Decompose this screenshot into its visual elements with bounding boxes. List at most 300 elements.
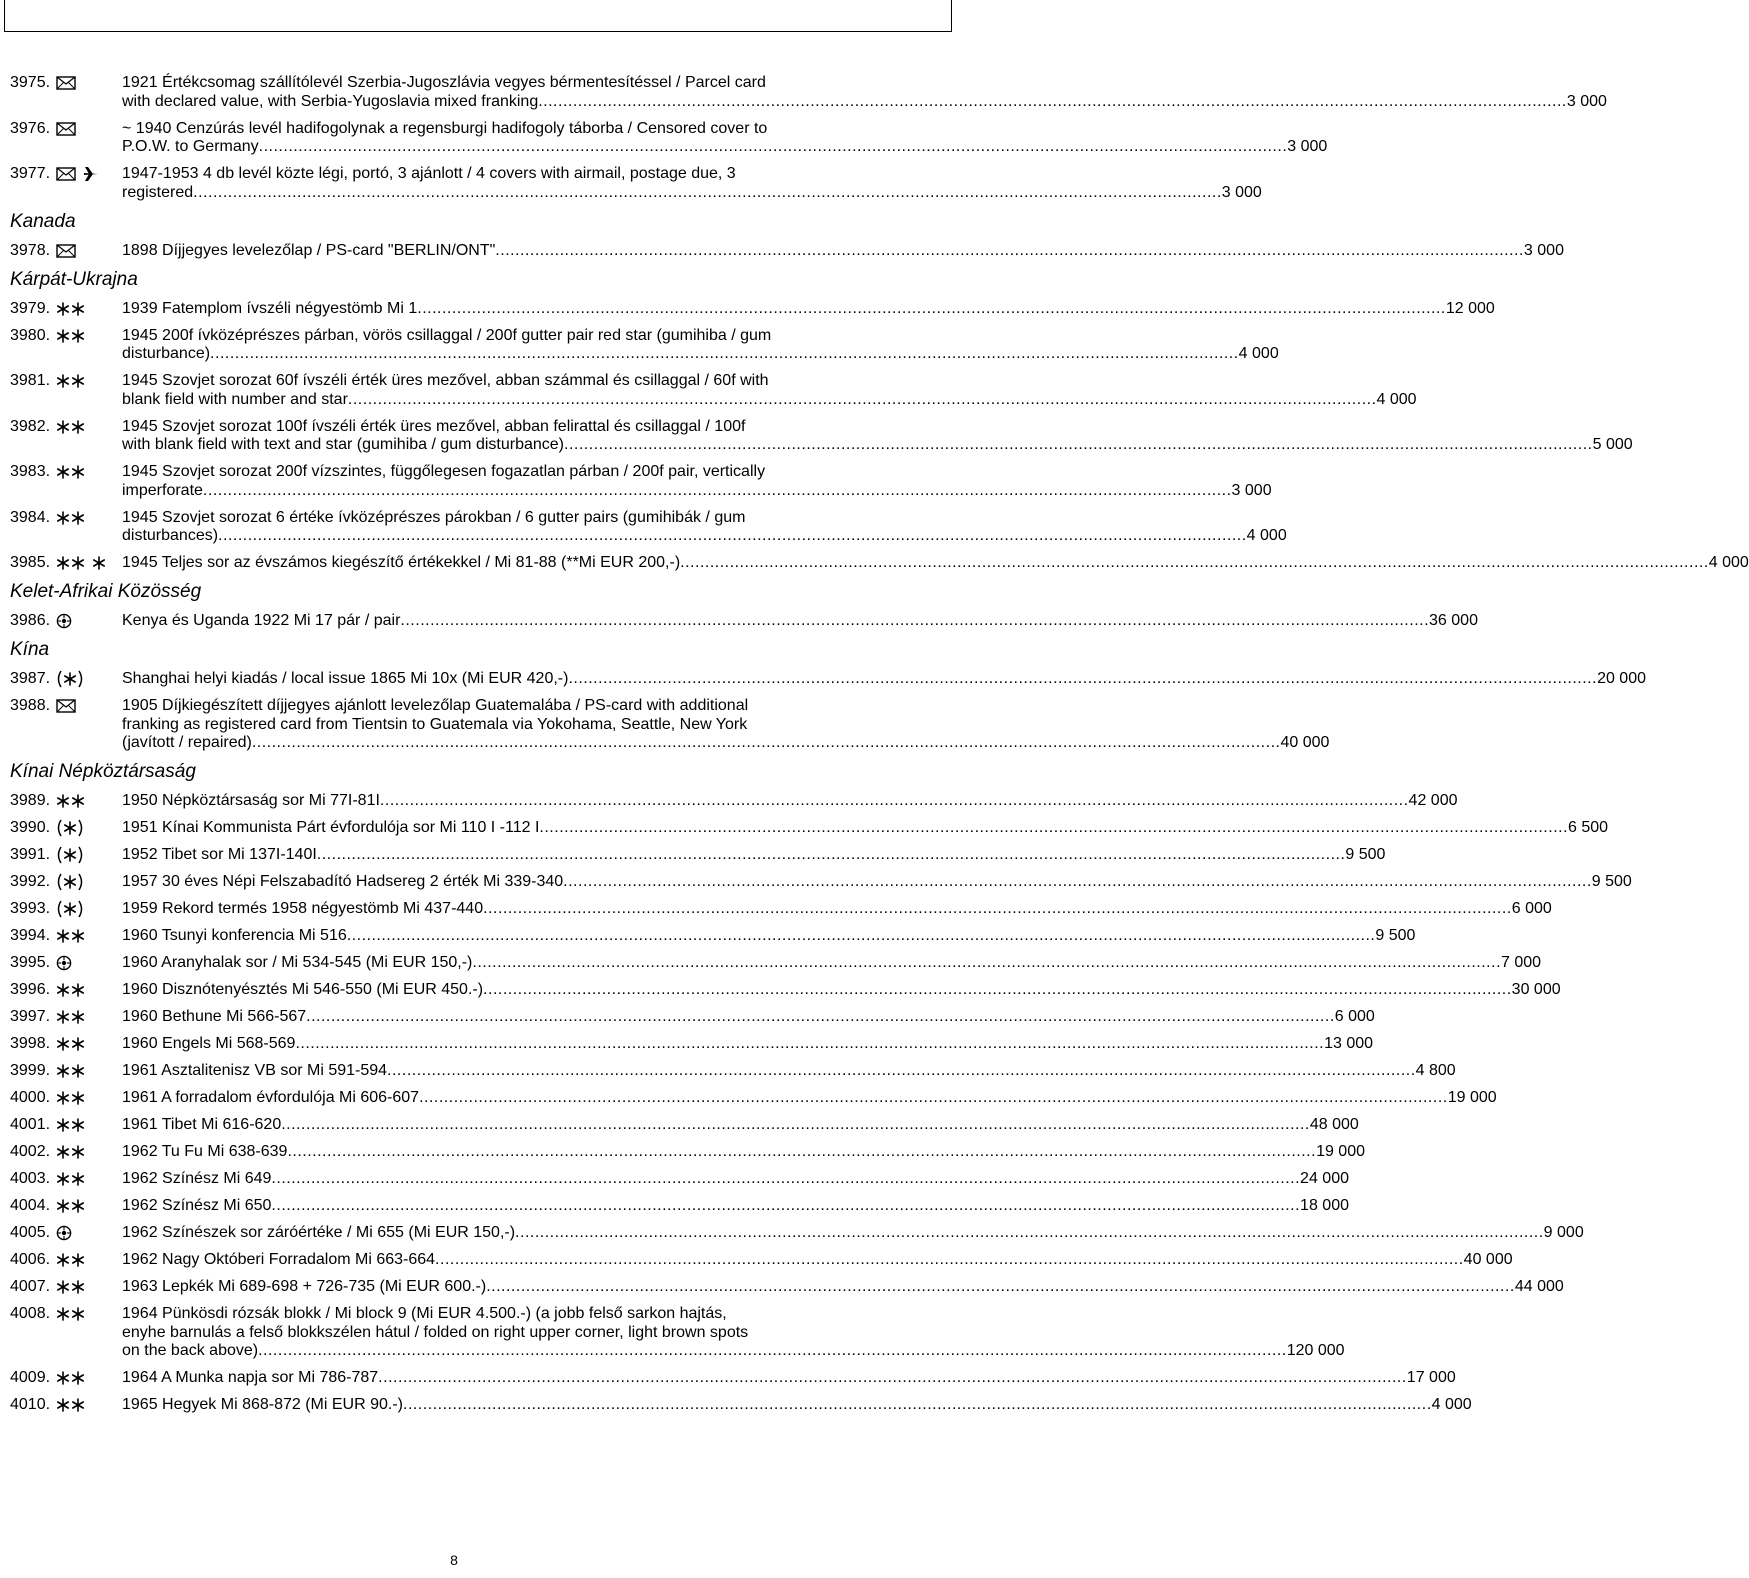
lot-number: 3988.	[10, 697, 51, 714]
lot-description	[122, 1035, 1373, 1054]
lot-number: 3977.	[10, 165, 51, 182]
lot-description	[122, 509, 1287, 546]
lot-condition-icons	[56, 120, 122, 138]
description-last-line	[122, 819, 1608, 838]
lot-condition-icons	[56, 1396, 122, 1414]
description-line: 1965 Hegyek Mi 868-872 (Mi EUR 90.-)	[122, 1396, 404, 1413]
description-line: 1951 Kínai Kommunista Párt évfordulója sor Mi 110 I -112 I	[122, 819, 540, 836]
lot-description	[122, 242, 1564, 261]
lot-description	[122, 372, 1417, 409]
description-last-line	[122, 184, 1262, 203]
lot-description	[122, 1251, 1513, 1270]
lot-row	[10, 372, 1417, 409]
description-last-line	[122, 1116, 1359, 1135]
lot-number: 3996.	[10, 981, 51, 998]
lot-description	[122, 900, 1552, 919]
lot-number: 4005.	[10, 1224, 51, 1241]
mint-hinged-icon	[92, 556, 106, 570]
lot-description	[122, 873, 1632, 892]
description-line: 1964 Pünkösdi rózsák blokk / Mi block 9 (Mi EUR 4.500.-) (a jobb felső sarkon hajtás,	[122, 1305, 727, 1322]
leader-dots	[495, 242, 1524, 261]
lot-description	[122, 1089, 1497, 1108]
description-last-line	[122, 436, 1633, 455]
leader-dots	[295, 1035, 1324, 1054]
lot-condition-icons	[56, 900, 122, 918]
lot-condition-icons	[56, 242, 122, 260]
header-frame	[4, 0, 952, 32]
mint-never-hinged-icon	[56, 1307, 86, 1321]
description-line: 1961 Asztalitenisz VB sor Mi 591-594	[122, 1062, 388, 1079]
description-line: 1950 Népköztársaság sor Mi 77I-81I	[122, 792, 380, 809]
description-last-line	[122, 981, 1561, 1000]
used-stamp-icon	[56, 1225, 72, 1241]
lot-description	[122, 981, 1561, 1000]
lot-price: 3 000	[1221, 183, 1262, 201]
mint-never-hinged-icon	[56, 1371, 86, 1385]
description-line: with declared value, with Serbia-Yugoslavia mixed franking	[122, 92, 539, 110]
lot-row	[10, 819, 1609, 838]
description-line: Kenya és Uganda 1922 Mi 17 pár / pair	[122, 612, 401, 629]
description-last-line	[122, 527, 1287, 546]
mint-never-hinged-icon	[56, 302, 86, 316]
lot-price: 3 000	[1523, 241, 1564, 259]
lot-description	[122, 165, 1262, 202]
description-last-line	[122, 846, 1385, 865]
lot-price: 48 000	[1309, 1116, 1359, 1133]
lot-description	[122, 463, 1272, 500]
used-stamp-icon	[56, 613, 72, 629]
description-last-line	[122, 954, 1541, 973]
lot-row	[10, 74, 1607, 111]
lot-description	[122, 1396, 1472, 1415]
lot-price: 9 000	[1543, 1224, 1584, 1241]
description-line: 1960 Engels Mi 568-569	[122, 1035, 296, 1052]
lot-number: 3978.	[10, 241, 51, 259]
lot-row	[10, 1197, 1349, 1216]
description-line: disturbances)	[122, 527, 219, 544]
lot-price: 5 000	[1592, 436, 1633, 453]
lot-description	[122, 1062, 1456, 1081]
lot-description	[122, 697, 1329, 753]
leader-dots	[203, 482, 1232, 501]
description-last-line	[122, 1197, 1349, 1216]
description-line: 1962 Színészek sor záróértéke / Mi 655 (Mi EUR 150,-)	[122, 1224, 516, 1241]
lot-price: 9 500	[1375, 927, 1416, 944]
lot-row	[10, 1278, 1564, 1297]
catalogue-content	[10, 74, 1749, 1423]
description-line: 1962 Színész Mi 650	[122, 1197, 272, 1214]
lot-price: 40 000	[1463, 1251, 1513, 1268]
description-line: 1945 Szovjet sorozat 60f ívszéli érték üres mezővel, abban számmal és csillaggal / 60f with	[122, 372, 769, 389]
mint-never-hinged-icon	[56, 1172, 86, 1186]
section-title: Kelet-Afrikai Közösség	[10, 581, 202, 602]
description-last-line	[122, 927, 1415, 946]
lot-condition-icons	[56, 418, 122, 436]
lot-number: 3975.	[10, 74, 51, 91]
leader-dots	[210, 345, 1239, 364]
leader-dots	[287, 1143, 1316, 1162]
lot-row	[10, 1035, 1374, 1054]
description-line: 1939 Fatemplom ívszéli négyestömb Mi 1	[122, 299, 418, 317]
section-title: Kínai Népköztársaság	[10, 761, 196, 782]
description-line: 1960 Tsunyi konferencia Mi 516	[122, 927, 347, 944]
lot-row	[10, 900, 1552, 919]
lot-row	[10, 846, 1386, 865]
lot-description	[122, 819, 1608, 838]
description-line: franking as registered card from Tientsin to Guatemala via Yokohama, Seattle, New York	[122, 715, 748, 733]
lot-description	[122, 554, 1749, 573]
description-line: 1905 Díjkiegészített díjjegyes ajánlott levelezőlap Guatemalába / PS-card with additional	[122, 697, 749, 714]
lot-description	[122, 1224, 1584, 1243]
description-last-line	[122, 482, 1272, 501]
lot-description	[122, 418, 1633, 455]
lot-price: 6 000	[1334, 1008, 1375, 1025]
leader-dots	[539, 819, 1568, 838]
airmail-icon	[82, 166, 100, 182]
description-line: disturbance)	[122, 345, 211, 362]
lot-condition-icons	[56, 1062, 122, 1080]
mint-never-hinged-icon	[56, 511, 86, 525]
description-line: imperforate	[122, 481, 203, 499]
lot-row	[10, 1008, 1375, 1027]
lot-number: 4002.	[10, 1143, 51, 1160]
lot-condition-icons	[56, 1143, 122, 1161]
description-line: 1957 30 éves Népi Felszabadító Hadsereg 2 érték Mi 339-340	[122, 873, 564, 890]
description-last-line	[122, 138, 1327, 157]
no-gum-icon	[56, 900, 84, 918]
lot-number: 4008.	[10, 1305, 51, 1322]
description-line: 1959 Rekord termés 1958 négyestömb Mi 437-440	[122, 900, 484, 917]
lot-condition-icons	[56, 670, 122, 688]
description-last-line	[122, 900, 1552, 919]
lot-number: 3989.	[10, 792, 51, 809]
lot-row	[10, 299, 1495, 319]
lot-price: 4 000	[1238, 345, 1279, 362]
lot-number: 3995.	[10, 954, 51, 971]
description-line: 1960 Disznótenyésztés Mi 546-550 (Mi EUR 450.-)	[122, 981, 484, 998]
leader-dots	[252, 734, 1281, 753]
leader-dots	[387, 1062, 1416, 1081]
lot-row	[10, 508, 1287, 546]
lot-condition-icons	[56, 1251, 122, 1269]
lot-condition-icons	[56, 1116, 122, 1134]
cover-icon	[56, 699, 76, 713]
lot-price: 20 000	[1597, 670, 1646, 687]
lot-row	[10, 1170, 1349, 1189]
description-last-line	[122, 1396, 1472, 1415]
description-line: P.O.W. to Germany	[122, 138, 259, 155]
description-last-line	[122, 345, 1279, 364]
lot-description	[122, 327, 1279, 364]
description-line: 1964 A Munka napja sor Mi 786-787	[122, 1369, 379, 1386]
description-line: 1962 Tu Fu Mi 638-639	[122, 1143, 288, 1160]
lot-condition-icons	[56, 74, 122, 92]
lot-price: 4 000	[1246, 527, 1287, 544]
lot-price: 3 000	[1231, 481, 1272, 499]
description-last-line	[122, 300, 1495, 319]
lot-row	[10, 554, 1749, 573]
leader-dots	[538, 93, 1567, 112]
description-last-line	[122, 93, 1607, 112]
leader-dots	[258, 1342, 1287, 1361]
lot-number: 3983.	[10, 463, 51, 480]
description-last-line	[122, 670, 1646, 689]
leader-dots	[378, 1369, 1407, 1388]
lot-condition-icons	[56, 873, 122, 891]
description-last-line	[122, 1278, 1564, 1297]
lot-price: 19 000	[1447, 1089, 1497, 1106]
description-last-line	[122, 1062, 1456, 1081]
leader-dots	[564, 436, 1593, 455]
lot-number: 4007.	[10, 1278, 51, 1295]
cover-icon	[56, 167, 76, 181]
description-line: 1961 A forradalom évfordulója Mi 606-607	[122, 1089, 420, 1106]
lot-number: 3999.	[10, 1062, 51, 1079]
leader-dots	[271, 1170, 1300, 1189]
leader-dots	[281, 1116, 1310, 1135]
lot-row	[10, 119, 1328, 157]
lot-condition-icons	[56, 612, 122, 630]
lot-row	[10, 1116, 1359, 1135]
description-last-line	[122, 1369, 1456, 1388]
cover-icon	[56, 76, 76, 90]
lot-row	[10, 697, 1330, 753]
mint-never-hinged-icon	[56, 1010, 86, 1024]
description-line: 1960 Bethune Mi 566-567	[122, 1008, 307, 1025]
mint-never-hinged-icon	[56, 420, 86, 434]
lot-description	[122, 1116, 1359, 1135]
lot-number: 3976.	[10, 119, 51, 137]
leader-dots	[680, 554, 1709, 573]
lot-condition-icons	[56, 954, 122, 972]
lot-description	[122, 1197, 1349, 1216]
mint-never-hinged-icon	[56, 1145, 86, 1159]
leader-dots	[347, 927, 1376, 946]
lot-condition-icons	[56, 372, 122, 390]
lot-description	[122, 120, 1327, 157]
lot-condition-icons	[56, 300, 122, 318]
lot-description	[122, 1278, 1564, 1297]
page-number: 8	[450, 1552, 458, 1568]
lot-condition-icons	[56, 1305, 122, 1323]
lot-row	[10, 612, 1478, 631]
lot-row	[10, 981, 1561, 1000]
lot-description	[122, 300, 1495, 319]
no-gum-icon	[56, 846, 84, 864]
leader-dots	[483, 900, 1512, 919]
description-line: 1960 Aranyhalak sor / Mi 534-545 (Mi EUR 150,-)	[122, 954, 473, 971]
description-line: ~ 1940 Cenzúrás levél hadifogolynak a regensburgi hadifogoly táborba / Censored cover to	[122, 119, 768, 137]
description-line: 1961 Tibet Mi 616-620	[122, 1116, 282, 1133]
lot-number: 3980.	[10, 326, 51, 344]
lot-price: 12 000	[1445, 299, 1495, 317]
used-stamp-icon	[56, 955, 72, 971]
lot-number: 4010.	[10, 1396, 51, 1413]
no-gum-icon	[56, 819, 84, 837]
lot-row	[10, 326, 1279, 364]
lot-price: 4 000	[1431, 1396, 1472, 1413]
description-line: 1952 Tibet sor Mi 137I-140I	[122, 846, 317, 863]
leader-dots	[317, 846, 1346, 865]
lot-number: 3987.	[10, 670, 51, 687]
cover-icon	[56, 122, 76, 136]
lot-condition-icons	[56, 509, 122, 527]
lot-number: 3979.	[10, 299, 51, 317]
lot-number: 4001.	[10, 1116, 51, 1133]
lot-price: 7 000	[1501, 954, 1542, 971]
lot-condition-icons	[56, 1089, 122, 1107]
mint-never-hinged-icon	[56, 1064, 86, 1078]
leader-dots	[271, 1197, 1300, 1216]
description-line: 1947-1953 4 db levél közte légi, portó, 3 ajánlott / 4 covers with airmail, postage due, 3	[122, 165, 736, 182]
lot-description	[122, 792, 1457, 811]
lot-number: 3981.	[10, 372, 51, 389]
leader-dots	[403, 1396, 1432, 1415]
lot-price: 4 000	[1708, 554, 1749, 571]
lot-price: 9 500	[1591, 873, 1632, 890]
description-line: (javított / repaired)	[122, 734, 252, 751]
description-line: blank field with number and star	[122, 390, 348, 408]
leader-dots	[306, 1008, 1335, 1027]
description-last-line	[122, 554, 1749, 573]
lot-price: 4 800	[1415, 1062, 1456, 1079]
lot-condition-icons	[56, 1035, 122, 1053]
mint-never-hinged-icon	[56, 1253, 86, 1267]
lot-price: 6 500	[1568, 819, 1609, 836]
lot-row	[10, 927, 1416, 946]
description-last-line	[122, 612, 1478, 631]
lot-description	[122, 612, 1478, 631]
description-last-line	[122, 1251, 1513, 1270]
lot-number: 3982.	[10, 417, 51, 435]
mint-never-hinged-icon	[56, 1280, 86, 1294]
mint-never-hinged-icon	[56, 1398, 86, 1412]
lot-description	[122, 1008, 1375, 1027]
lot-row	[10, 1305, 1345, 1361]
lot-number: 3985.	[10, 554, 51, 571]
lot-number: 3986.	[10, 612, 51, 629]
lot-row	[10, 1369, 1456, 1388]
lot-number: 3998.	[10, 1035, 51, 1052]
leader-dots	[515, 1224, 1544, 1243]
no-gum-icon	[56, 670, 84, 688]
mint-never-hinged-icon	[56, 1037, 86, 1051]
mint-never-hinged-icon	[56, 1118, 86, 1132]
lot-row	[10, 670, 1646, 689]
description-line: 1962 Nagy Októberi Forradalom Mi 663-664	[122, 1251, 436, 1268]
lot-condition-icons	[56, 1197, 122, 1215]
description-last-line	[122, 1089, 1497, 1108]
description-line: 1963 Lepkék Mi 689-698 + 726-735 (Mi EUR 600.-)	[122, 1278, 487, 1295]
lot-price: 18 000	[1300, 1197, 1349, 1214]
lot-description	[122, 670, 1646, 689]
lot-condition-icons	[56, 1170, 122, 1188]
section-title: Kanada	[10, 210, 76, 232]
lot-price: 42 000	[1408, 792, 1458, 809]
description-last-line	[122, 1143, 1365, 1162]
lot-condition-icons	[56, 463, 122, 481]
mint-never-hinged-icon	[56, 794, 86, 808]
leader-dots	[417, 300, 1446, 319]
lot-condition-icons	[56, 1008, 122, 1026]
lot-description	[122, 927, 1415, 946]
lot-number: 3984.	[10, 508, 51, 526]
lot-row	[10, 1224, 1584, 1243]
lot-condition-icons	[56, 165, 122, 183]
lot-price: 44 000	[1514, 1278, 1564, 1295]
description-line: 1945 Szovjet sorozat 200f vízszintes, függőlegesen fogazatlan párban / 200f pair, vertically	[122, 463, 766, 480]
lot-price: 3 000	[1287, 138, 1328, 155]
lot-condition-icons	[56, 554, 122, 572]
lot-condition-icons	[56, 792, 122, 810]
lot-description	[122, 954, 1541, 973]
description-last-line	[122, 734, 1329, 753]
description-last-line	[122, 1342, 1345, 1361]
lot-row	[10, 1062, 1456, 1081]
leader-dots	[419, 1089, 1448, 1108]
lot-condition-icons	[56, 927, 122, 945]
no-gum-icon	[56, 873, 84, 891]
lot-description	[122, 1305, 1345, 1361]
description-line: 1945 Szovjet sorozat 100f ívszéli érték üres mezővel, abban felirattal és csillaggal / 100f	[122, 417, 746, 435]
lot-row	[10, 1089, 1497, 1108]
description-last-line	[122, 242, 1564, 261]
lot-price: 30 000	[1511, 981, 1561, 998]
lot-number: 3991.	[10, 846, 51, 863]
section-title: Kárpát-Ukrajna	[10, 268, 138, 290]
lot-price: 120 000	[1286, 1342, 1345, 1359]
lot-condition-icons	[56, 1224, 122, 1242]
lot-row	[10, 873, 1632, 892]
lot-row	[10, 241, 1564, 261]
lot-row	[10, 954, 1542, 973]
lot-number: 4004.	[10, 1197, 51, 1214]
lot-description	[122, 1369, 1456, 1388]
mint-never-hinged-icon	[56, 329, 86, 343]
description-line: Shanghai helyi kiadás / local issue 1865 Mi 10x (Mi EUR 420,-)	[122, 670, 569, 687]
lot-description	[122, 1170, 1349, 1189]
mint-never-hinged-icon	[56, 374, 86, 388]
mint-never-hinged-icon	[56, 983, 86, 997]
lot-number: 4000.	[10, 1089, 51, 1106]
lot-row	[10, 1396, 1472, 1415]
lot-number: 3997.	[10, 1008, 51, 1025]
leader-dots	[435, 1251, 1464, 1270]
description-line: 1921 Értékcsomag szállítólevél Szerbia-Jugoszlávia vegyes bérmentesítéssel / Parcel card	[122, 74, 766, 91]
lot-price: 17 000	[1406, 1369, 1456, 1386]
leader-dots	[259, 138, 1288, 157]
description-line: 1945 Teljes sor az évszámos kiegészítő értékekkel / Mi 81-88 (**Mi EUR 200,-)	[122, 554, 681, 571]
description-last-line	[122, 1224, 1584, 1243]
section-title: Kína	[10, 639, 50, 660]
lot-description	[122, 74, 1607, 111]
lot-price: 4 000	[1376, 390, 1417, 408]
lot-condition-icons	[56, 327, 122, 345]
leader-dots	[400, 612, 1429, 631]
lot-condition-icons	[56, 1369, 122, 1387]
cover-icon	[56, 244, 76, 258]
lot-row	[10, 165, 1262, 202]
description-last-line	[122, 391, 1417, 410]
lot-price: 24 000	[1300, 1170, 1349, 1187]
lot-number: 4006.	[10, 1251, 51, 1268]
lot-price: 40 000	[1280, 734, 1330, 751]
leader-dots	[486, 1278, 1515, 1297]
lot-row	[10, 1143, 1365, 1162]
description-line: on the back above)	[122, 1342, 259, 1359]
description-last-line	[122, 1008, 1375, 1027]
mint-never-hinged-icon	[56, 1199, 86, 1213]
